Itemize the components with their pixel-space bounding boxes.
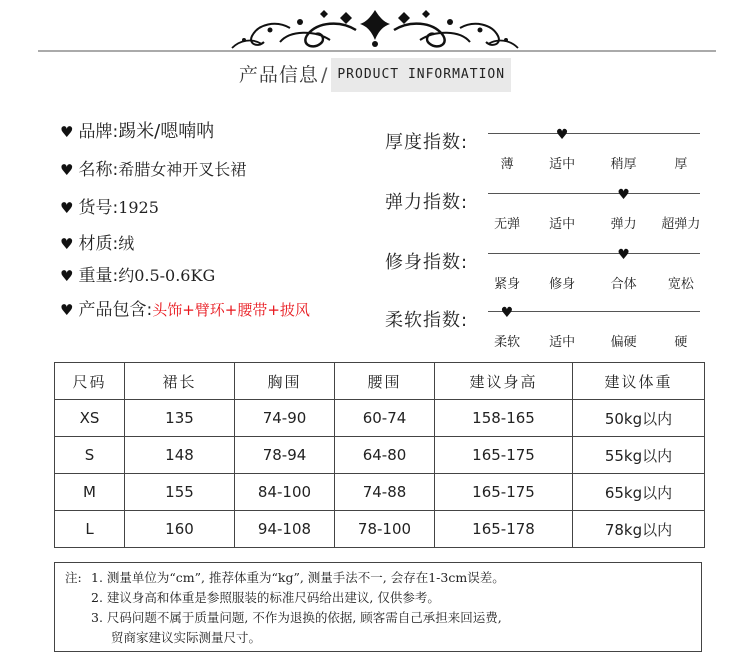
info-label: 货号:	[78, 198, 119, 218]
section-title	[0, 58, 750, 92]
heart-icon: ♥	[60, 123, 74, 141]
scale-line	[488, 127, 700, 172]
table-cell: 165-175	[435, 437, 573, 474]
heart-icon: ♥	[60, 267, 74, 285]
heart-icon: ♥	[60, 301, 74, 319]
scale-elasticity	[385, 182, 725, 234]
info-label: 名称:	[78, 160, 119, 180]
table-cell: 160	[125, 511, 235, 548]
title-en-label: PRODUCT INFORMATION	[331, 58, 511, 92]
heart-marker-icon: ♥	[555, 127, 569, 143]
scale-option: 适中	[549, 217, 576, 232]
table-cell: 55kg以内	[573, 437, 705, 474]
table-header-cell: 建议身高	[435, 363, 573, 400]
ornament-header	[0, 0, 750, 60]
scale-line	[488, 305, 700, 350]
note-line-2: 2. 建议身高和体重是参照服装的标准尺码给出建议, 仅供参考。	[91, 590, 440, 605]
table-header-row	[55, 363, 705, 400]
heart-marker-icon: ♥	[617, 247, 630, 263]
info-value: 绒	[118, 234, 135, 253]
table-cell: L	[55, 511, 125, 548]
scale-line	[488, 247, 700, 292]
scale-option: 紧身	[494, 277, 521, 292]
table-cell: 74-90	[235, 400, 335, 437]
table-row	[55, 511, 705, 548]
table-cell: 60-74	[335, 400, 435, 437]
scale-label: 修身指数:	[385, 252, 469, 273]
heart-icon: ♥	[60, 199, 74, 217]
info-weight	[60, 262, 215, 290]
scale-option: 适中	[549, 335, 576, 350]
scale-option: 超弹力	[661, 217, 701, 232]
scale-option: 硬	[674, 335, 688, 350]
info-brand	[60, 118, 214, 146]
table-header-cell: 腰围	[335, 363, 435, 400]
table-row	[55, 400, 705, 437]
info-label: 重量:	[78, 266, 119, 286]
table-cell: 74-88	[335, 474, 435, 511]
info-label: 产品包含:	[78, 300, 153, 320]
table-cell: 155	[125, 474, 235, 511]
note-line-4: 贸商家建议实际测量尺寸。	[111, 630, 262, 645]
scale-label: 弹力指数:	[385, 192, 469, 213]
table-row	[55, 437, 705, 474]
scale-option: 厚	[674, 157, 688, 172]
scale-option: 偏硬	[610, 335, 637, 350]
heart-marker-icon: ♥	[617, 187, 630, 203]
scale-label: 柔软指数:	[385, 310, 469, 331]
scale-softness	[385, 300, 725, 352]
title-slash: /	[320, 64, 328, 86]
table-cell: 148	[125, 437, 235, 474]
scale-line	[488, 187, 701, 232]
table-cell: 165-178	[435, 511, 573, 548]
info-name	[60, 156, 246, 184]
note-line-1: 1. 测量单位为“cm”, 推荐体重为“kg”, 测量手法不一, 会存在1-3cm误差。	[91, 570, 505, 585]
table-cell: 50kg以内	[573, 400, 705, 437]
table-cell: XS	[55, 400, 125, 437]
notes-prefix: 注:	[65, 570, 82, 585]
scale-option: 柔软	[494, 335, 521, 350]
size-table	[54, 362, 705, 548]
heart-icon: ♥	[60, 235, 74, 253]
table-header-cell: 裙长	[125, 363, 235, 400]
info-value: 1925	[118, 198, 159, 217]
table-cell: 158-165	[435, 400, 573, 437]
info-material	[60, 230, 134, 258]
scale-option: 合体	[610, 277, 637, 292]
table-header-cell: 建议体重	[573, 363, 705, 400]
table-cell: 94-108	[235, 511, 335, 548]
table-cell: 84-100	[235, 474, 335, 511]
table-cell: 64-80	[335, 437, 435, 474]
table-cell: M	[55, 474, 125, 511]
table-cell: S	[55, 437, 125, 474]
table-cell: 78kg以内	[573, 511, 705, 548]
scale-option: 修身	[549, 277, 576, 292]
scale-label: 厚度指数:	[385, 132, 469, 153]
scale-option: 弹力	[610, 217, 637, 232]
table-cell: 78-100	[335, 511, 435, 548]
table-row	[55, 474, 705, 511]
table-cell: 165-175	[435, 474, 573, 511]
table-header-cell: 胸围	[235, 363, 335, 400]
info-package	[60, 296, 310, 324]
table-cell: 135	[125, 400, 235, 437]
scale-fit	[385, 242, 725, 294]
scale-option: 稍厚	[610, 157, 637, 172]
notes-box	[54, 562, 702, 652]
info-value: 踢米/嗯喃呐	[118, 121, 215, 142]
scale-option: 无弹	[494, 217, 521, 232]
scale-option: 薄	[500, 157, 514, 172]
table-header-cell: 尺码	[55, 363, 125, 400]
info-value: 约0.5-0.6KG	[118, 266, 216, 285]
table-cell: 65kg以内	[573, 474, 705, 511]
heart-icon: ♥	[60, 161, 74, 179]
scale-thickness	[385, 122, 725, 174]
scale-option: 宽松	[667, 277, 694, 292]
info-value: 头饰+臂环+腰带+披风	[152, 301, 310, 319]
info-sku	[60, 194, 159, 222]
info-value: 希腊女神开叉长裙	[118, 160, 247, 179]
info-label: 材质:	[78, 234, 119, 254]
note-line-3: 3. 尺码问题不属于质量问题, 不作为退换的依据, 顾客需自己承担来回运费,	[91, 610, 502, 625]
scale-option: 适中	[549, 157, 576, 172]
heart-marker-icon: ♥	[500, 305, 514, 321]
table-cell: 78-94	[235, 437, 335, 474]
title-cn: 产品信息	[238, 64, 319, 86]
info-label: 品牌:	[78, 122, 119, 142]
